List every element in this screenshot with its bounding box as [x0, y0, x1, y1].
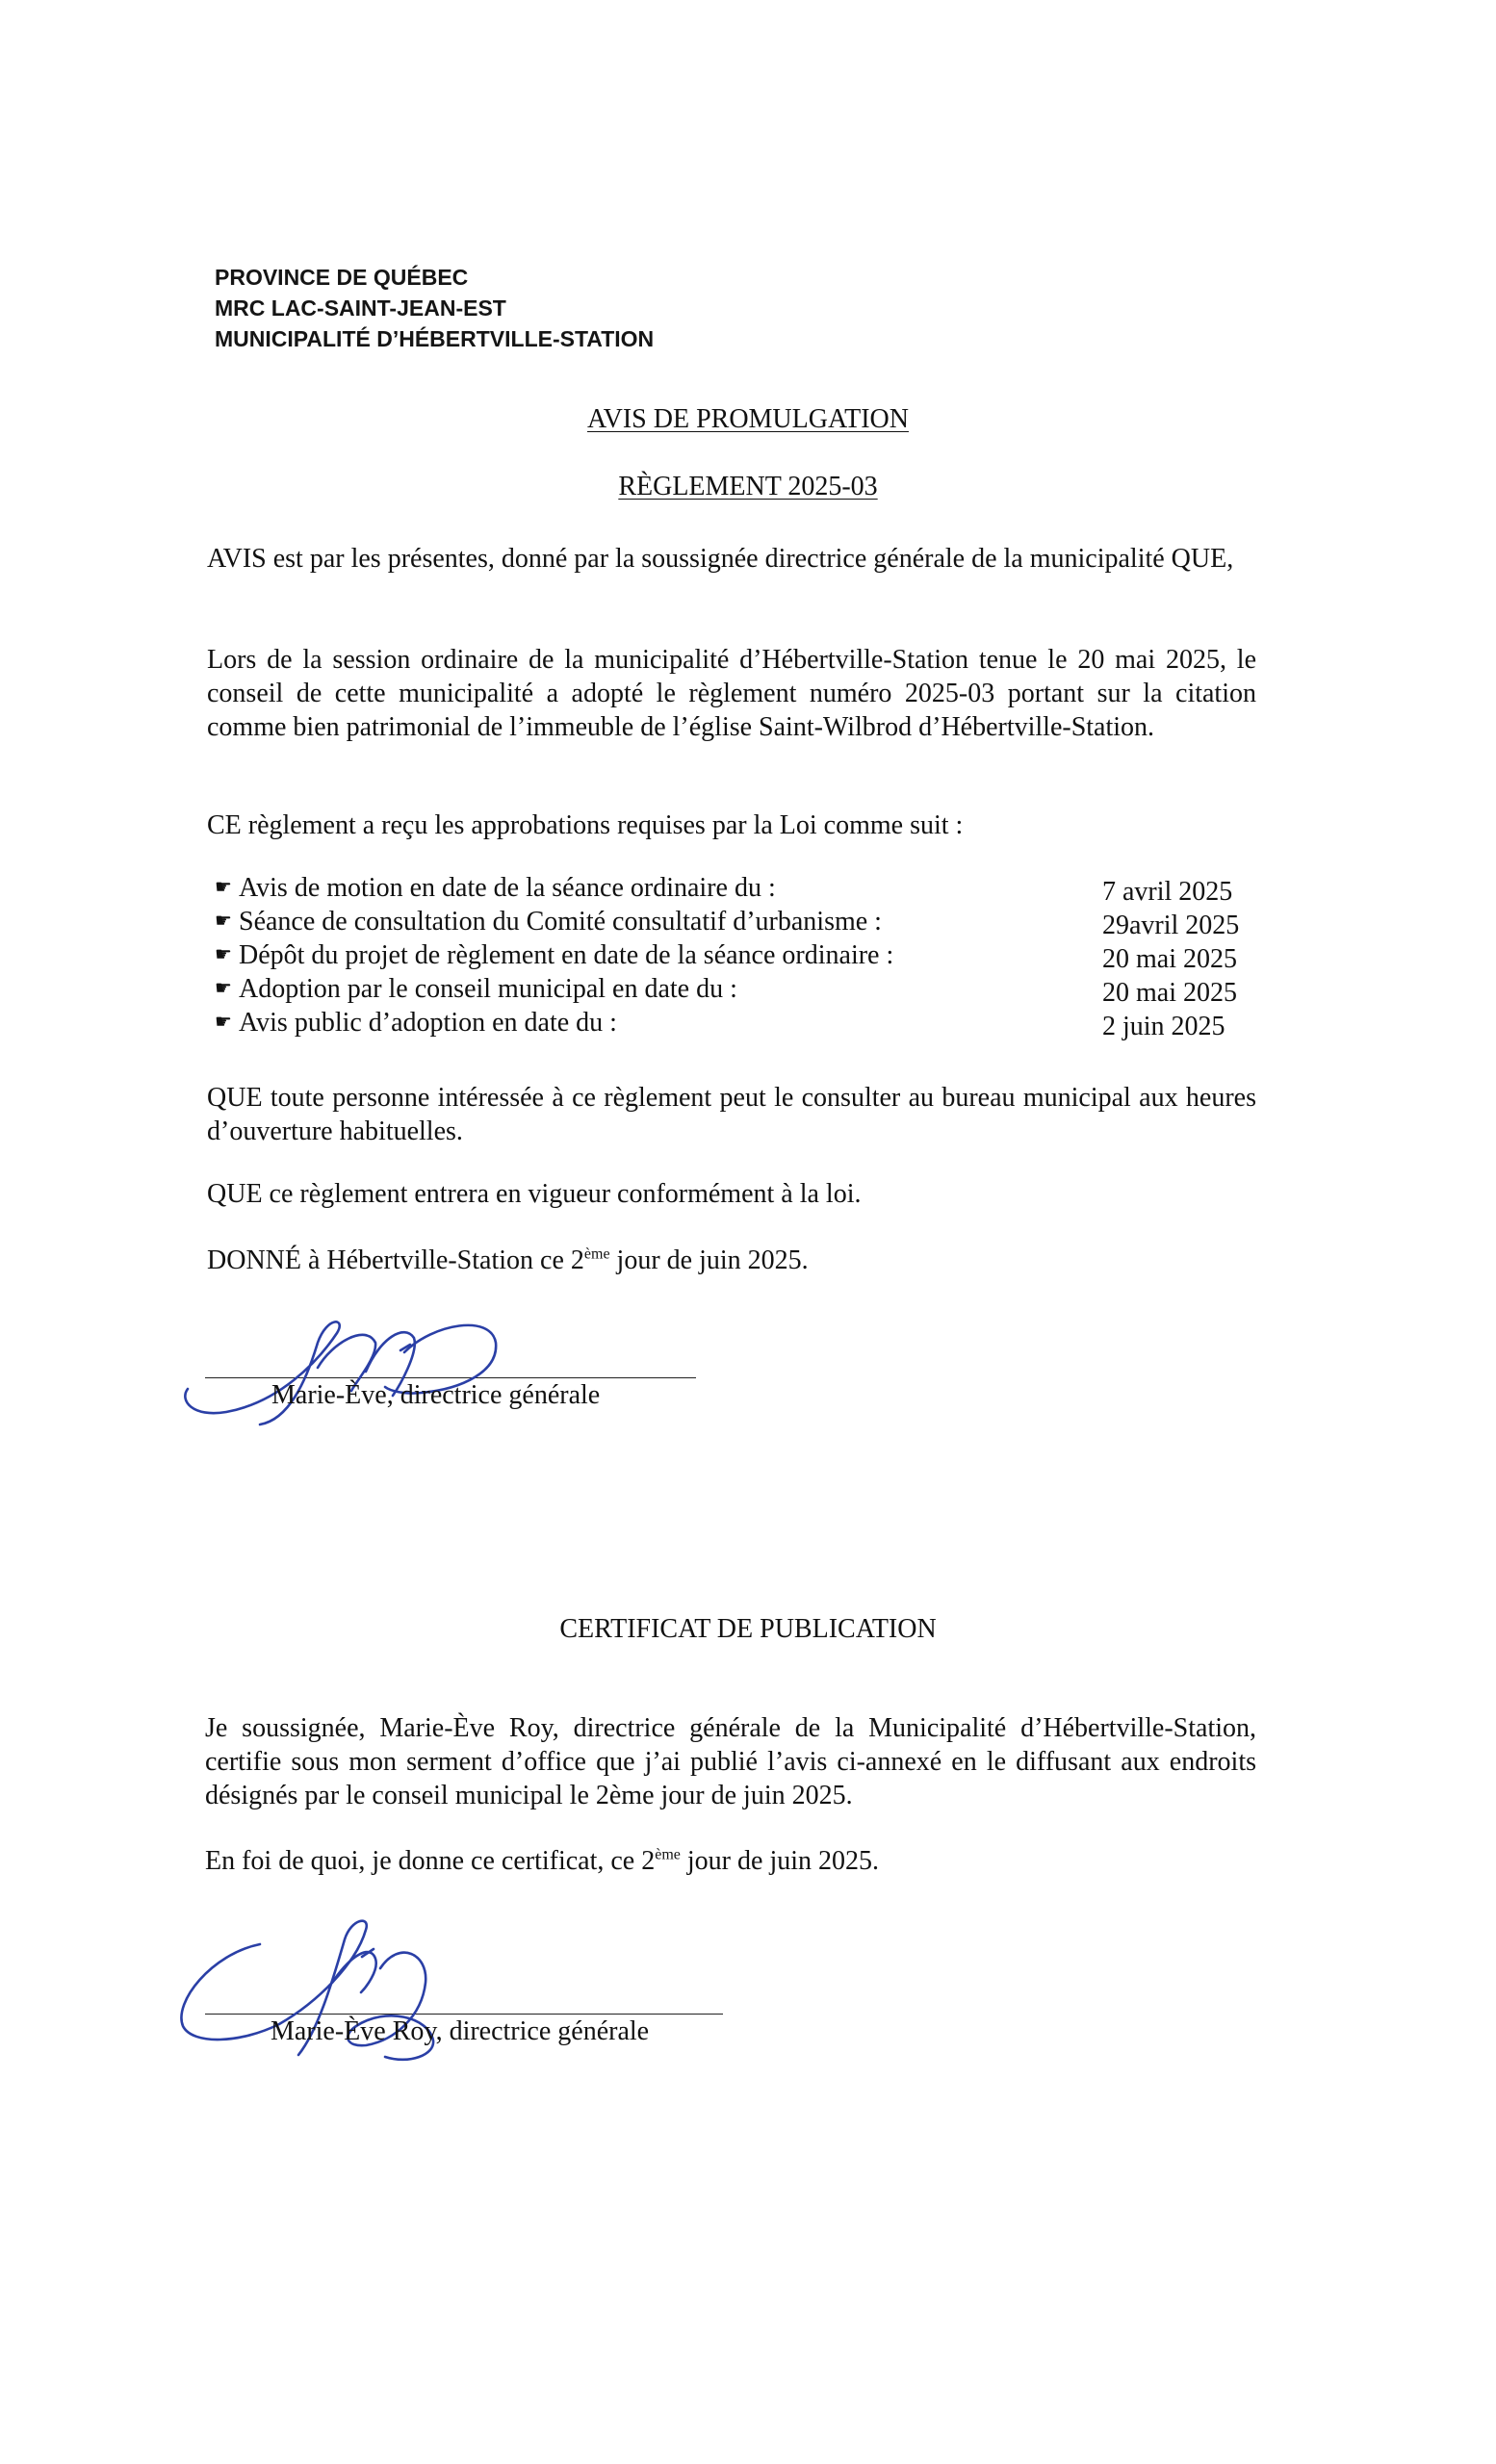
- approval-label: Dépôt du projet de règlement en date de la séance ordinaire :: [239, 940, 894, 970]
- notice-subtitle: RÈGLEMENT 2025-03: [618, 472, 878, 501]
- consultation-paragraph: QUE toute personne intéressée à ce règlement peut le consulter au bureau municipal aux heures d’ouverture habituelles.: [207, 1083, 1256, 1146]
- faith-line: En foi de quoi, je donne ce certificat, ce 2ème jour de juin 2025.: [205, 1846, 879, 1876]
- approvals-intro: CE règlement a reçu les approbations requises par la Loi comme suit :: [207, 810, 964, 840]
- approval-date: 7 avril 2025: [1102, 877, 1233, 907]
- certificate-title: CERTIFICAT DE PUBLICATION: [559, 1614, 937, 1644]
- hand-pointer-icon: ☛: [215, 911, 232, 932]
- approval-item: [207, 940, 1256, 974]
- approval-date: 2 juin 2025: [1102, 1012, 1225, 1041]
- approval-item: [207, 1008, 1256, 1041]
- hand-pointer-icon: ☛: [215, 877, 232, 898]
- approval-date: 20 mai 2025: [1102, 944, 1237, 974]
- approval-label: Avis de motion en date de la séance ordinaire du :: [239, 873, 776, 903]
- approval-date: 29avril 2025: [1102, 911, 1240, 940]
- letterhead: [215, 262, 654, 354]
- notice-body: Lors de la session ordinaire de la municipalité d’Hébertville-Station tenue le 20 mai 2025, le conseil de cette municipalité a adopté le règlement numéro 2025-03 portant sur la citation comme bien patrimonial de l’immeuble de l’église Saint-Wilbrod d’Hébertville-Station.: [207, 645, 1256, 742]
- hand-pointer-icon: ☛: [215, 978, 232, 999]
- handwritten-signature-icon: [173, 1911, 501, 2074]
- letterhead-province: PROVINCE DE QUÉBEC: [215, 265, 469, 290]
- approval-label: Séance de consultation du Comité consultatif d’urbanisme :: [239, 907, 882, 937]
- approval-date: 20 mai 2025: [1102, 978, 1237, 1008]
- hand-pointer-icon: ☛: [215, 944, 232, 965]
- effect-paragraph: QUE ce règlement entrera en vigueur conformément à la loi.: [207, 1179, 862, 1209]
- notice-intro: AVIS est par les présentes, donné par la soussignée directrice générale de la municipalité QUE,: [207, 544, 1234, 574]
- hand-pointer-icon: ☛: [215, 1012, 232, 1033]
- certificate-body: Je soussignée, Marie-Ève Roy, directrice générale de la Municipalité d’Hébertville-Station, certifie sous mon serment d’office que j’ai publié l’avis ci-annexé en le diffusant aux endroits désignés par le conseil municipal le 2ème jour de juin 2025.: [205, 1713, 1256, 1810]
- letterhead-mrc: MRC LAC-SAINT-JEAN-EST: [215, 295, 506, 321]
- approval-label: Avis public d’adoption en date du :: [239, 1008, 617, 1038]
- given-line: DONNÉ à Hébertville-Station ce 2ème jour de juin 2025.: [207, 1245, 809, 1275]
- approval-item: [207, 873, 1256, 907]
- approval-item: [207, 974, 1256, 1008]
- letterhead-municipality: MUNICIPALITÉ D’HÉBERTVILLE-STATION: [215, 326, 655, 351]
- notice-title: AVIS DE PROMULGATION: [587, 404, 909, 434]
- approval-label: Adoption par le conseil municipal en date du :: [239, 974, 737, 1004]
- approvals-list: [207, 873, 1256, 1041]
- approval-item: [207, 907, 1256, 940]
- signatory-name: Marie-Ève, directrice générale: [271, 1380, 601, 1410]
- signatory-name: Marie-Ève Roy, directrice générale: [271, 2016, 650, 2046]
